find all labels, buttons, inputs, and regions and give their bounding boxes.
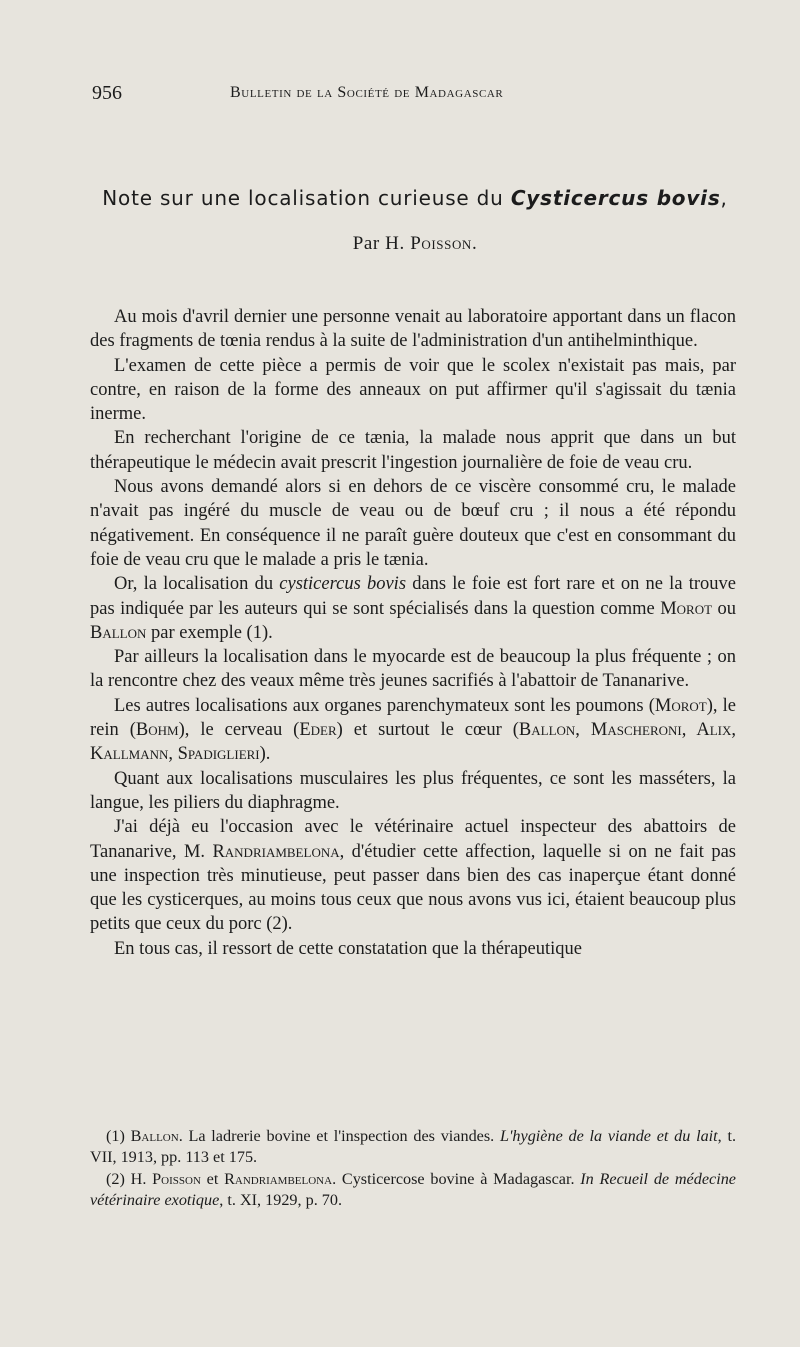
paragraph-5-text-a: Or, la localisation du bbox=[114, 574, 280, 595]
author-name: Poisson bbox=[410, 233, 472, 254]
footnote-1-number: (1) bbox=[106, 1127, 131, 1145]
footnote-2-author-2: Randriambelona bbox=[224, 1170, 333, 1189]
paragraph-7-names-list: Ballon, Mascheroni, Alix, Kallmann, Spadiglieri bbox=[90, 720, 736, 765]
title-species: Cysticercus bovis bbox=[510, 186, 721, 210]
footnote-2 bbox=[90, 1169, 736, 1210]
running-head: Bulletin de la Société de Madagascar bbox=[230, 84, 504, 101]
title-text: Note sur une localisation curieuse du bbox=[102, 186, 511, 210]
page-number: 956 bbox=[92, 82, 122, 104]
paragraph-5-text-c: ou bbox=[712, 598, 736, 619]
paragraph-5-text-d: par exemple (1). bbox=[146, 622, 273, 643]
paragraph-5-name-ballon: Ballon bbox=[90, 622, 147, 643]
paragraph-7-text-b: ), le rein ( bbox=[90, 695, 736, 741]
paragraph-9-text-b: , d'étudier cette affection, laquelle si on ne fait pas une inspection très minutieuse, peut passer dans bien des cas inaperçue étant donné que les cysticerques, au moins tous ceux que nous avons vus ici, étaient beaucoup plus petits que ceux du porc (2). bbox=[90, 841, 736, 935]
paragraph-7-text-d: ) et surtout le cœur ( bbox=[336, 720, 519, 741]
paragraph-6: Par ailleurs la localisation dans le myocarde est de beaucoup la plus fréquente ; on la rencontre chez des veaux même très jeunes sacrifiés à l'abattoir de Tananarive. bbox=[90, 647, 736, 692]
paragraph-2: L'examen de cette pièce a permis de voir que le scolex n'existait pas mais, par contre, en raison de la forme des anneaux on put affirmer qu'il s'agissait du tænia inerme. bbox=[90, 355, 736, 425]
footnote-1 bbox=[90, 1126, 736, 1167]
paragraph-7 bbox=[90, 694, 736, 767]
author-prefix: Par H. bbox=[352, 233, 411, 254]
paragraph-7-text-c: ), le cerveau ( bbox=[178, 720, 300, 741]
footnote-1-work: L'hygiène de la viande et du lait bbox=[499, 1127, 718, 1145]
paragraph-9-name-randriambelona: Randriambelona bbox=[212, 841, 340, 862]
paragraph-3: En recherchant l'origine de ce tænia, la malade nous apprit que dans un but thérapeutique le médecin avait prescrit l'ingestion journalière de foie de veau cru. bbox=[90, 428, 736, 473]
paragraph-1: Au mois d'avril dernier une personne venait au laboratoire apportant dans un flacon des fragments de tœnia rendus à la suite de l'administration d'un antihelminthique. bbox=[90, 307, 736, 352]
footnote-2-text: . Cysticercose bovine à Madagascar. bbox=[332, 1170, 581, 1189]
paragraph-8: Quant aux localisations musculaires les plus fréquentes, ce sont les masséters, la langue, les piliers du diaphragme. bbox=[90, 768, 736, 813]
paragraph-7-name-morot: Morot bbox=[654, 695, 707, 716]
title-punctuation: , bbox=[720, 186, 728, 210]
footnote-2-work: In Recueil de médecine vétérinaire exotique bbox=[90, 1170, 736, 1209]
footnote-1-text: . La ladrerie bovine et l'inspection des viandes. bbox=[178, 1127, 500, 1145]
footnote-2-reference: , t. XI, 1929, p. 70. bbox=[219, 1190, 343, 1209]
paragraph-7-text-a: Les autres localisations aux organes parenchymateux sont les poumons ( bbox=[114, 695, 655, 716]
footnote-1-reference: , t. VII, 1913, pp. 113 et 175. bbox=[90, 1127, 737, 1166]
author-suffix: . bbox=[471, 233, 478, 254]
paragraph-5-name-morot: Morot bbox=[660, 598, 713, 619]
author-line bbox=[0, 233, 800, 255]
article-body bbox=[90, 305, 736, 961]
article-title bbox=[0, 186, 800, 210]
paragraph-7-name-eder: Eder bbox=[299, 720, 337, 741]
paragraph-7-text-e: ). bbox=[259, 744, 271, 765]
paragraph-9-text-a: J'ai déjà eu l'occasion avec le vétérinaire actuel inspecteur des abattoirs de Tananarive, M. bbox=[90, 817, 736, 862]
paragraph-9 bbox=[90, 815, 736, 936]
paragraph-5-text-b: dans le foie est fort rare et on ne la trouve pas indiquée par les auteurs qui se sont spécialisés dans la question comme bbox=[90, 574, 736, 619]
paragraph-10: En tous cas, il ressort de cette constatation que la thérapeutique bbox=[114, 938, 582, 959]
footnote-2-number: (2) H. bbox=[106, 1170, 153, 1189]
footnote-2-author-1: Poisson bbox=[152, 1170, 201, 1189]
paragraph-5-species: cysticercus bovis bbox=[279, 574, 407, 595]
footnote-2-conjunction: et bbox=[200, 1170, 225, 1189]
paragraph-7-name-bohm: Bohm bbox=[135, 720, 179, 741]
paragraph-5 bbox=[90, 572, 736, 645]
paragraph-4: Nous avons demandé alors si en dehors de ce viscère consommé cru, le malade n'avait pas ingéré du muscle de veau ou de bœuf cru ; il nous a été répondu négativement. En conséquence il ne paraît guère douteux que c'est en consommant du foie de veau cru que le malade a pris le tænia. bbox=[90, 477, 736, 570]
footnotes bbox=[90, 1126, 736, 1212]
footnote-1-author: Ballon bbox=[130, 1127, 179, 1145]
